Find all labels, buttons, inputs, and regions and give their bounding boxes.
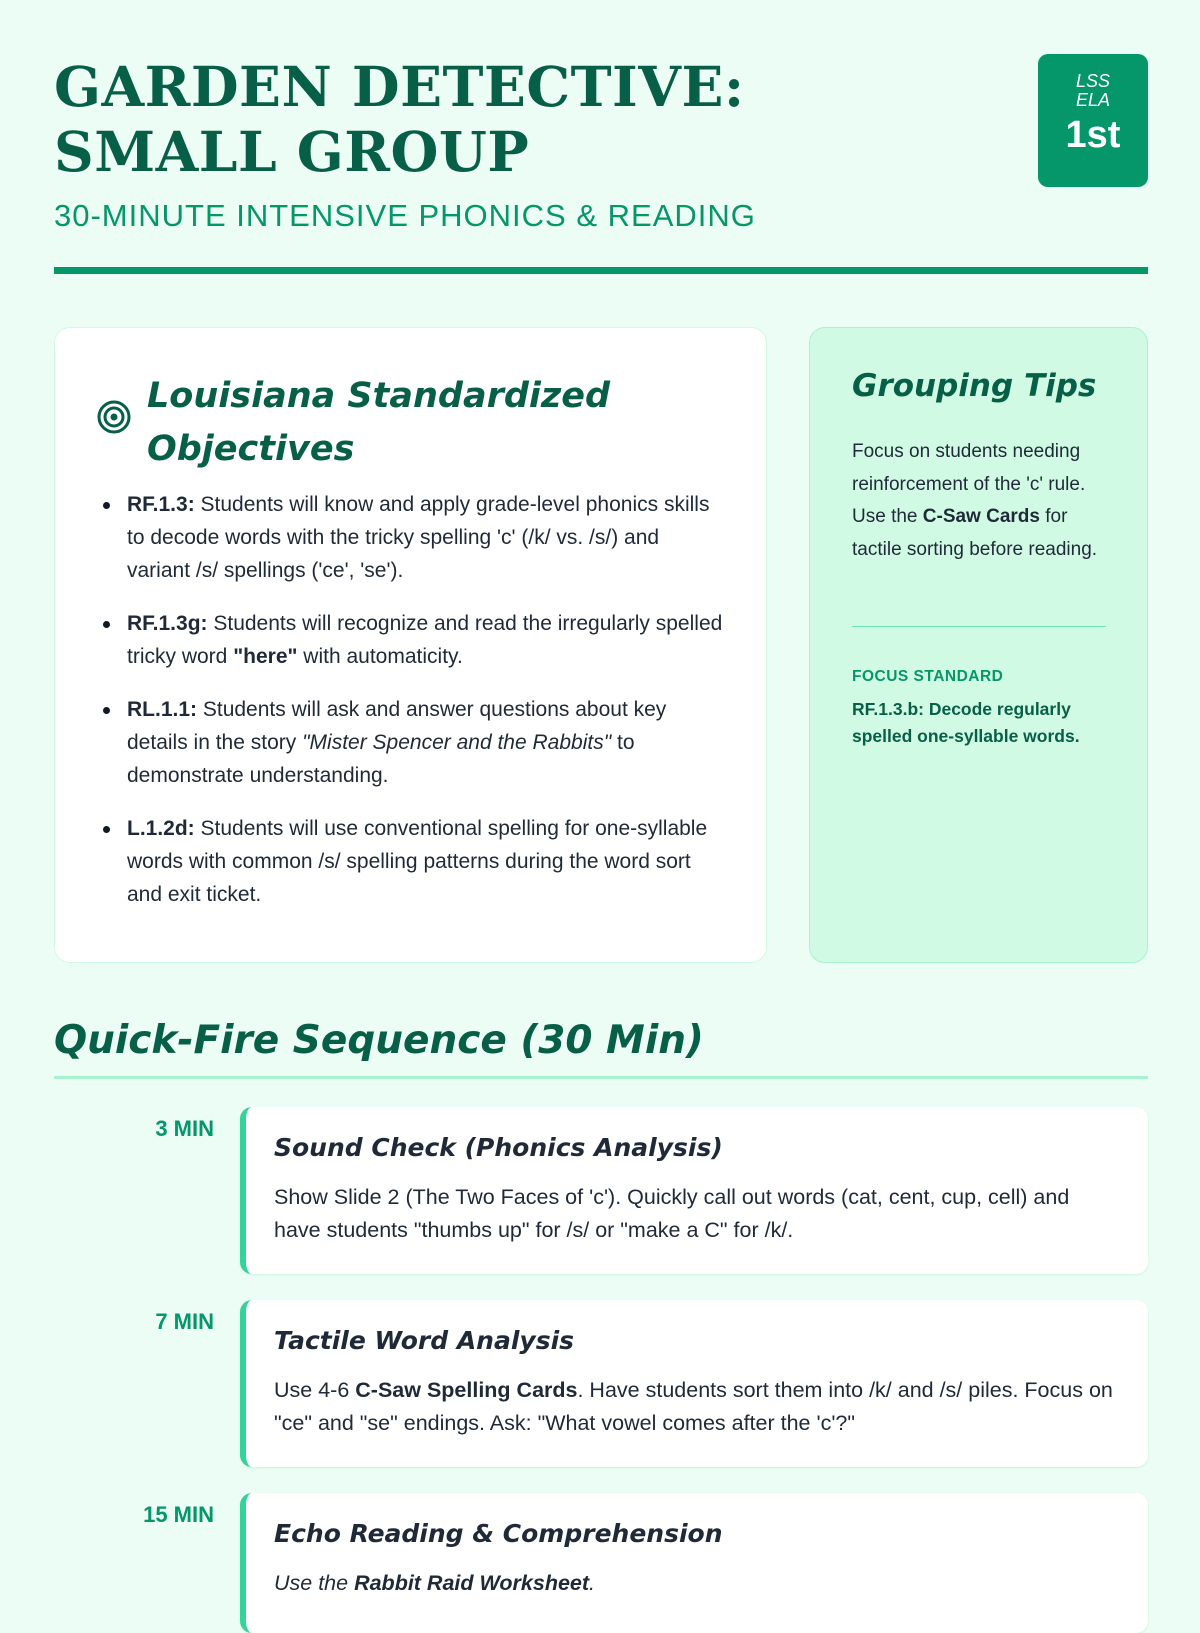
step-description: Show Slide 2 (The Two Faces of 'c'). Quickly call out words (cat, cent, cup, cell) and have students "thumbs up" for /s/ or "make a C" for /k/. (274, 1185, 1070, 1242)
tips-title: Grouping Tips (852, 368, 1097, 404)
step-text-part: Use the (274, 1571, 355, 1595)
story-title: "Mister Spencer and the Rabbits" (302, 731, 612, 754)
step-time: 7 MIN (155, 1309, 214, 1334)
grade-badge (1038, 54, 1148, 187)
page-subtitle: 30-MINUTE INTENSIVE PHONICS & READING (54, 198, 756, 233)
objective-item (127, 812, 727, 911)
objective-item (127, 488, 727, 587)
objective-text: Students will use conventional spelling for one-syllable words with common /s/ spelling patterns during the word sort and exit ticket. (127, 817, 708, 906)
sequence-step-card (240, 1493, 1148, 1633)
step-time: 15 MIN (143, 1502, 214, 1527)
tips-divider (852, 626, 1106, 627)
objective-text: Students will ask and answer questions about key details in the story (127, 698, 667, 754)
page-header (54, 54, 1148, 234)
grouping-tips-card (809, 327, 1148, 963)
tips-emphasis: C-Saw Cards (922, 506, 1040, 527)
objectives-list (127, 488, 727, 931)
sequence-title: Quick-Fire Sequence (30 Min) (54, 1018, 704, 1063)
step-text-part: . (589, 1571, 596, 1595)
objective-item (127, 607, 727, 673)
sequence-step-card (240, 1300, 1148, 1467)
tips-text-part: Focus on students needing reinforcement of the 'c' rule. Use the (852, 441, 1086, 527)
target-icon (97, 400, 131, 434)
step-text-part: . Have students sort them into /k/ and /s/ piles. Focus on "ce" and "se" endings. Ask: "What vowel comes after the 'c'?" (274, 1378, 1113, 1435)
header-divider (54, 267, 1148, 274)
standard-code: L.1.2d: (127, 817, 195, 840)
sequence-step-card (240, 1107, 1148, 1274)
objective-text: Students will know and apply grade-level phonics skills to decode words with the tricky spelling 'c' (/k/ vs. /s/) and variant /s/ spellings ('ce', 'se'). (127, 493, 710, 582)
page-title: GARDEN DETECTIVE: SMALL GROUP (54, 54, 745, 184)
tips-text-part: for tactile sorting before reading. (852, 506, 1098, 560)
step-title: Echo Reading & Comprehension (274, 1519, 723, 1548)
focus-standard-label: FOCUS STANDARD (852, 668, 1004, 685)
step-text-part: Use 4-6 (274, 1378, 356, 1402)
step-time: 3 MIN (155, 1116, 214, 1141)
objective-item (127, 693, 727, 792)
objectives-heading (97, 370, 717, 476)
objective-text: with automaticity. (297, 645, 463, 668)
step-title: Tactile Word Analysis (274, 1326, 575, 1355)
standard-code: RL.1.1: (127, 698, 198, 721)
tricky-word: "here" (233, 645, 298, 668)
step-description (274, 1374, 1114, 1440)
objectives-card (54, 327, 767, 963)
objective-text: Students will recognize and read the irregularly spelled tricky word (127, 612, 723, 668)
material-name: C-Saw Spelling Cards (355, 1378, 578, 1402)
badge-subject: LSS ELA (1075, 71, 1111, 110)
focus-standard-text: RF.1.3.b: Decode regularly spelled one-syllable words. (852, 699, 1080, 746)
standard-code: RF.1.3: (127, 493, 195, 516)
step-description (274, 1567, 1114, 1600)
badge-grade: 1st (1065, 114, 1121, 156)
step-title: Sound Check (Phonics Analysis) (274, 1133, 723, 1162)
tips-text (852, 436, 1114, 566)
material-name: Rabbit Raid Worksheet (354, 1571, 590, 1595)
standard-code: RF.1.3g: (127, 612, 208, 635)
objective-text: to demonstrate understanding. (127, 731, 635, 787)
objectives-title: Louisiana Standardized Objectives (147, 376, 611, 469)
sequence-divider (54, 1076, 1148, 1079)
